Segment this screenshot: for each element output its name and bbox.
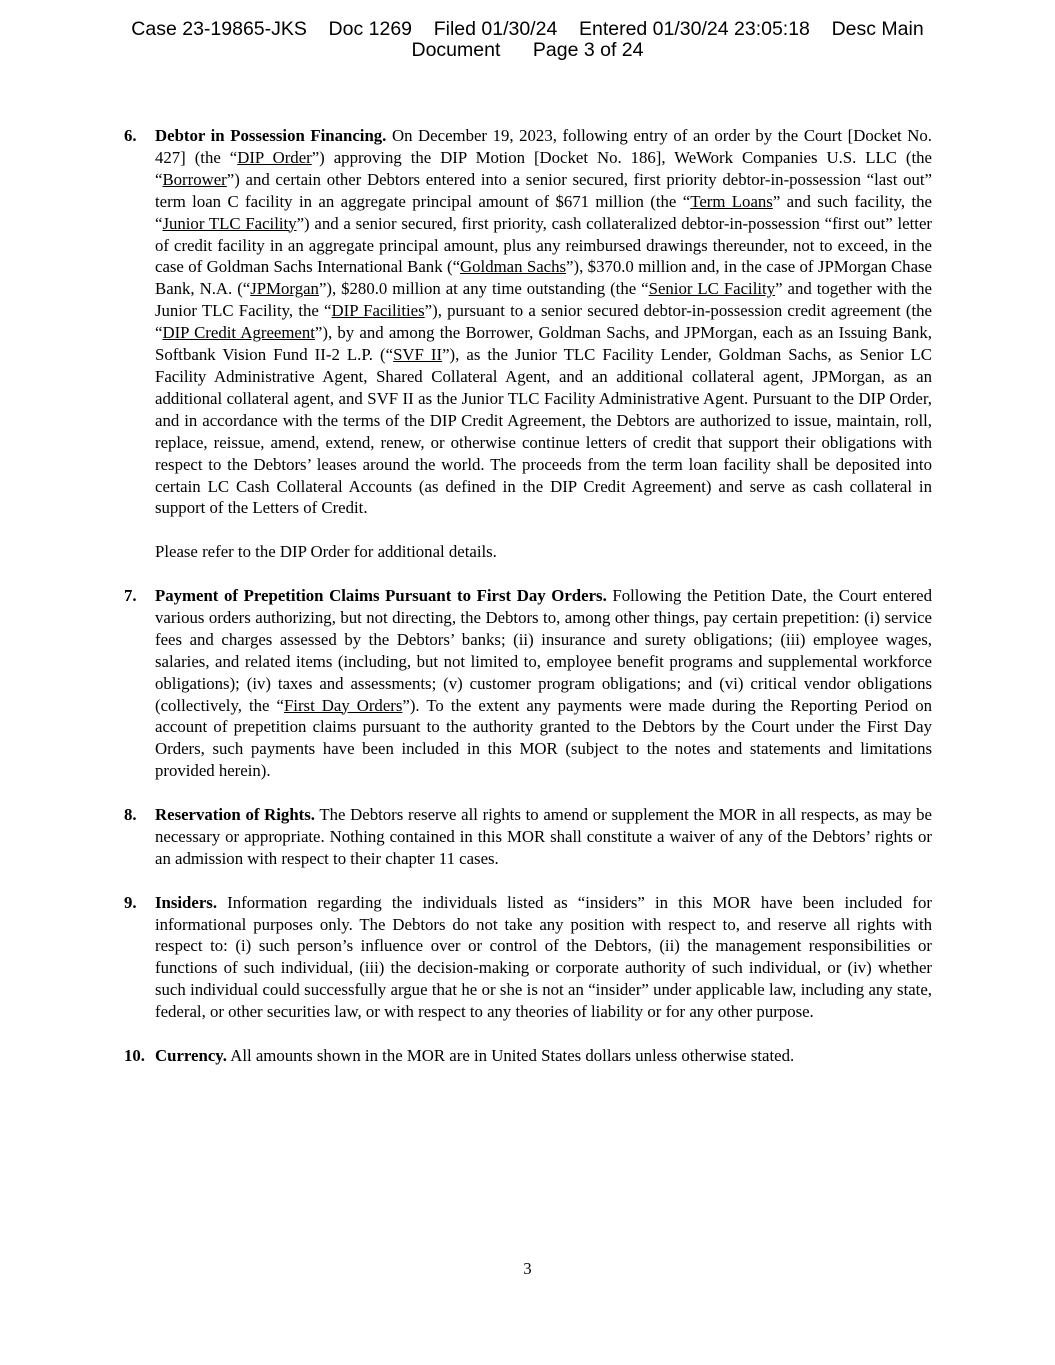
text-run: ”), $370.0 million and, in the case of JPMorgan Chase Bank, N.A. (“ (155, 257, 933, 299)
section-10 (124, 1045, 932, 1067)
section-9 (124, 892, 932, 1023)
section-8 (124, 804, 932, 870)
text-run: ”), as the Junior TLC Facility Lender, Goldman Sachs, as Senior LC Facility Administrative Agent, Shared Collateral Agent, and an additional collateral agent, JPMorgan, as an additional collateral agent, and SVF II as the Junior TLC Facility Administrative Agent. Pursuant to the DIP Order, and in accordance with the terms of the DIP Credit Agreement, the Debtors are authorized to issue, maintain, roll, replace, reissue, amend, extend, renew, or otherwise continue letters of credit that support their obligations with respect to the Debtors’ leases around the world. The proceeds from the term loan facility shall be deposited into certain LC Cash Collateral Accounts (as defined in the DIP Credit Agreement) and serve as cash collateral in support of the Letters of Credit. (155, 345, 932, 518)
section-text (155, 892, 932, 1023)
defined-term: DIP Credit Agreement (162, 323, 315, 343)
defined-term: DIP Facilities (331, 301, 425, 321)
section-number: 9. (124, 892, 137, 912)
defined-term: Junior TLC Facility (162, 213, 297, 233)
text-run: Information regarding the individuals listed as “insiders” in this MOR have been included for informational purposes only. The Debtors do not take any position with respect to, and reserve all rights with respect to: (i) such person’s influence over or control of the Debtors, (ii) the management responsibilities or functions of such individual, (iii) the decision-making or corporate authority of such individual, or (iv) whether such individual could successfully argue that he or she is not an “insider” under applicable law, including any state, federal, or other securities law, or with respect to any theories of liability or for any other purpose. (155, 892, 932, 1022)
defined-term: JPMorgan (250, 279, 319, 299)
defined-term: Senior LC Facility (648, 279, 776, 299)
section-title: Currency. (155, 1045, 227, 1065)
section-number: 6. (124, 126, 137, 145)
filing-header-line-1: Case 23-19865-JKS Doc 1269 Filed 01/30/24 Entered 01/30/24 23:05:18 Desc Main (131, 18, 924, 40)
section-title: Insiders. (155, 892, 218, 912)
text-run: ”), by and among the Borrower, Goldman Sachs, and JPMorgan, each as an Issuing Bank, Softbank Vision Fund II-2 L.P. (“ (155, 323, 932, 365)
section-number: 10. (124, 1045, 145, 1065)
section-text (155, 585, 932, 782)
court-filing-header (0, 19, 1055, 61)
section-title: Payment of Prepetition Claims Pursuant to First Day Orders. (155, 586, 607, 605)
section-6-note: Please refer to the DIP Order for additional details. (155, 542, 497, 562)
text-run: ”) and a senior secured, first priority, cash collateralized debtor-in-possession “first out” letter of credit facility in an aggregate principal amount, plus any reimbursed drawings thereunder, not to exceed, in the case of Goldman Sachs International Bank (“ (155, 213, 932, 277)
text-run: ”) approving the DIP Motion [Docket No. 186], WeWork Companies U.S. LLC (the “ (155, 147, 932, 189)
section-text (155, 804, 932, 870)
text-run: ”), pursuant to a senior secured debtor-in-possession credit agreement (the “ (155, 301, 933, 343)
text-run: ”) and certain other Debtors entered into a senior secured, first priority debtor-in-possession “last out” term loan C facility in an aggregate principal amount of $671 million (the “ (155, 169, 932, 211)
text-run: The Debtors reserve all rights to amend or supplement the MOR in all respects, as may be necessary or appropriate. Nothing contained in this MOR shall constitute a waiver of any of the Debtors’ rights or an admission with respect to their chapter 11 cases. (155, 805, 932, 868)
filing-header-line-2: Document Page 3 of 24 (411, 39, 644, 61)
defined-term: Goldman Sachs (460, 257, 567, 277)
page-number: 3 (523, 1259, 532, 1278)
section-number: 7. (124, 586, 137, 605)
text-run: All amounts shown in the MOR are in United States dollars unless otherwise stated. (226, 1045, 795, 1065)
document-body (124, 125, 932, 1089)
text-run: ” and together with the Junior TLC Facility, the “ (155, 279, 932, 321)
text-run: ”), $280.0 million at any time outstanding (the “ (318, 279, 649, 299)
section-title: Reservation of Rights. (155, 805, 315, 825)
section-number: 8. (124, 805, 137, 825)
section-7 (124, 585, 932, 782)
section-title: Debtor in Possession Financing. (155, 126, 387, 145)
defined-term: First Day Orders (283, 695, 403, 715)
text-run: On December 19, 2023, following entry of an order by the Court [Docket No. 427] (the “ (155, 126, 932, 167)
defined-term: Borrower (162, 169, 227, 189)
section-text (155, 125, 932, 519)
defined-term: Term Loans (690, 191, 773, 211)
text-run: ”). To the extent any payments were made during the Reporting Period on account of prepetition claims pursuant to the authority granted to the Debtors by the Court under the First Day Orders, such payments have been included in this MOR (subject to the notes and statements and limitations provided herein). (155, 695, 932, 781)
section-text (155, 1045, 932, 1067)
defined-term: DIP Order (237, 147, 312, 167)
text-run: Following the Petition Date, the Court entered various orders authorizing, but not directing, the Debtors to, among other things, pay certain prepetition: (i) service fees and charges assessed by the Debtors’ banks; (ii) insurance and surety obligations; (iii) employee wages, salaries, and related items (including, but not limited to, employee benefit programs and supplemental workforce obligations); (iv) taxes and assessments; (v) customer program obligations; and (vi) critical vendor obligations (collectively, the “ (155, 586, 932, 715)
text-run: ” and such facility, the “ (155, 191, 933, 233)
section-6 (124, 125, 932, 519)
defined-term: SVF II (393, 345, 443, 365)
